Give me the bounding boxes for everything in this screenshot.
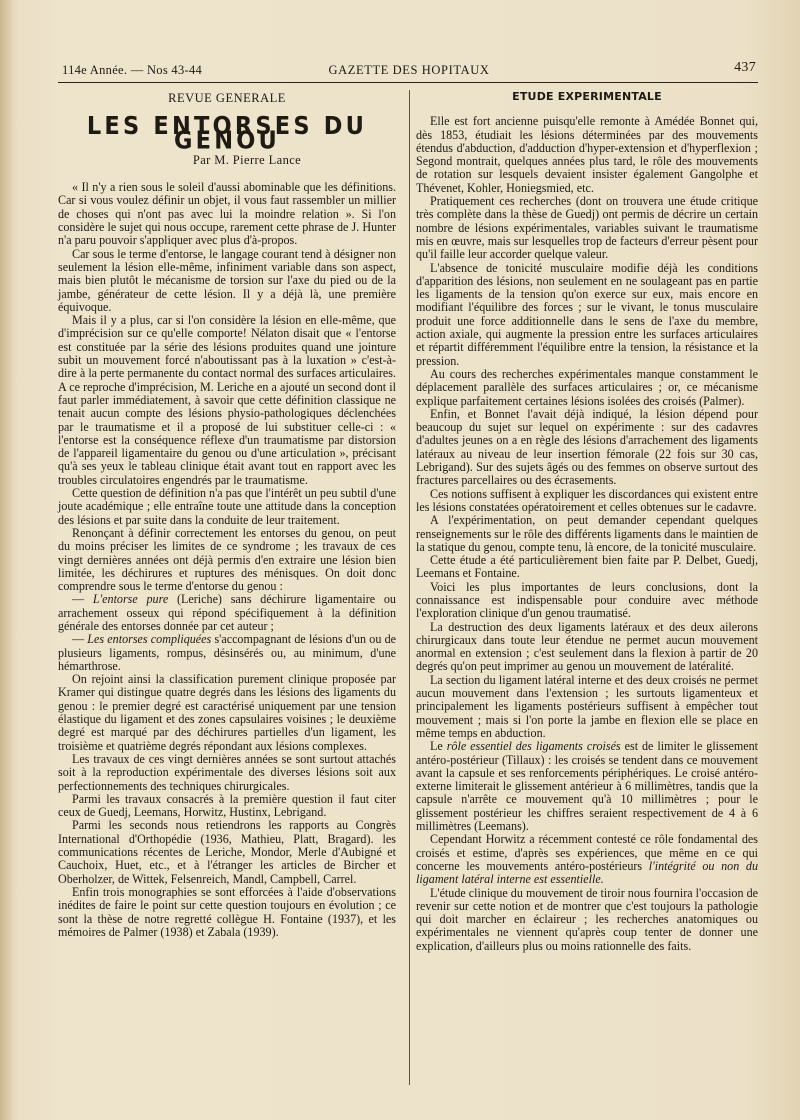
paragraph: Elle est fort ancienne puisqu'elle remonte à Amédée Bonnet qui, dès 1853, étudiait les lésions déterminées par des mouvements étendus d'abduction, d'adduction d'hyper-extension et d'hyperflexion ; Segond montrait, quelques années plus tard, le rôle des mouvements de rotation sur lesquels devaient insister également Gangolphe et Thévenet, Kohler, Honiegsmied, etc. (416, 114, 758, 195)
list-item: — Les entorses compliquées s'accompagnant de lésions d'un ou de plusieurs ligaments, rompus, désinsérés ou, au minimum, d'une hémarthrose. (58, 632, 396, 673)
paragraph: Le rôle essentiel des ligaments croisés est de limiter le glissement antéro-postérieur (Tillaux) : les croisés se tendent dans ce mouvement avant la capsule et ses renforcements périphériques. Le croisé antéro-externe limiterait le glissement antérieur à 6 millimètres, tandis que la capsule n'arrête ce mouvement qu'à 10 millimètres ; pour le glissement postérieur les chiffres seraient respectivement de 4 à 6 millimètres (Leemans). (416, 739, 759, 834)
header-issue: 114e Année. — Nos 43-44 (62, 63, 203, 77)
paragraph: A l'expérimentation, on peut demander cependant quelques renseignements sur le rôle des différents ligaments dans le maintien de la statique du genou, compte tenu, là encore, de la tonicité musculaire. (416, 513, 758, 554)
list-item: — L'entorse pure (Leriche) sans déchirure ligamentaire ou arrachement osseux qui répond spécifiquement à la définition générale des entorses donnée par cet auteur ; (58, 592, 396, 633)
emphasis: l'intégrité ou non du ligament latéral interne est essentielle. (416, 858, 758, 887)
paragraph: Car sous le terme d'entorse, le langage courant tend à désigner non seulement la lésion elle-même, infiniment variable dans son aspect, mais bien plutôt le mécanisme de torsion sur l'axe du pied ou de la jambe, générateur de cette lésion. Il y a déjà là, une première équivoque. (58, 246, 396, 314)
column-divider (409, 90, 410, 1085)
paragraph: Ces notions suffisent à expliquer les discordances qui existent entre les lésions constatées opératoirement et celles obtenues sur le cadavre. (416, 486, 758, 514)
paragraph: La section du ligament latéral interne et des deux croisés ne permet aucun mouvement dans l'extension ; les surtouts ligamenteux et principalement les ligaments postérieurs suffisent à empêcher tout mouvement ; mais si l'on porte la jambe en flexion elle se place en même temps en abduction. (416, 672, 758, 740)
paragraph: Parmi les seconds nous retiendrons les rapports au Congrès International d'Orthopédie (1936, Mathieu, Platt, Bragard). les communications récentes de Leriche, Mondor, Merle d'Aubigné et Cauchoix, Huet, etc., et à l'étranger les articles de Bircher et Oberholzer, de Wittek, Felsenreich, Mandl, Campbell, Carrel. (58, 818, 396, 886)
header-page-number: 437 (734, 60, 756, 75)
paragraph: L'absence de tonicité musculaire modifie déjà les conditions d'apparition des lésions, non seulement en ne soulageant pas en partie les ligaments de la tension qu'on exerce sur eux, mais encore en modifiant l'équilibre des forces ; sur le vivant, le tonus musculaire produit une force additionnelle dans le sens de l'axe du membre, action axiale, qui augmente la pression entre les surfaces articulaires et répartit différemment l'équilibre entre la tension, la résistance et la pression. (416, 260, 758, 368)
paragraph: Voici les plus importantes de leurs conclusions, dont la connaissance est indispensable pour conduire avec méthode l'exploration clinique d'un genou traumatisé. (416, 579, 758, 621)
emphasis: rôle essentiel des ligaments croisés (446, 739, 621, 754)
header-rule (58, 82, 758, 83)
paragraph: Enfin trois monographies se sont efforcées à l'aide d'observations inédites de faire le point sur cette question toujours en évolution ; ce sont la thèse de notre regretté collègue H. Fontaine (1937), et les mémoires de Palmer (1938) et Zabala (1939). (58, 884, 396, 939)
section-title: ETUDE EXPERIMENTALE (512, 90, 662, 103)
paragraph: Cette question de définition n'a pas que l'intérêt un peu subtil d'une joute académique ; elle entraîne toute une attitude dans la conception des lésions et par suite dans la conduite de leur traitement. (58, 486, 396, 527)
running-header (62, 60, 756, 80)
article-title: LES ENTORSES DU GENOU (86, 111, 368, 156)
paragraph: Au cours des recherches expérimentales manque constamment le déplacement parallèle des surfaces articulaires ; or, ce mécanisme explique parfaitement certaines lésions isolées des croisés (Palmer). (416, 366, 758, 408)
emphasis: L'entorse pure (92, 592, 169, 607)
paragraph: « Il n'y a rien sous le soleil d'aussi abominable que les définitions. Car si vous voulez définir un objet, il vous faut rassembler un millier de choses qui n'ont pas avec lui la moindre relation ». Si l'on considère le sujet qui nous occupe, rarement cette phrase de J. Hunter n'a paru pouvoir s'appliquer avec plus d'à-propos. (58, 180, 396, 248)
paragraph: Pratiquement ces recherches (dont on trouvera une étude critique très complète dans la thèse de Guedj) ont permis de décrire un certain nombre de lésions expérimentales, variables suivant le traumatisme mis en œuvre, mais sur lesquelles trop de facteurs d'erreur pèsent pour qu'il faille leur accorder quelque valeur. (416, 194, 758, 262)
paragraph: La destruction des deux ligaments latéraux et des deux ailerons chirurgicaux dans toute leur étendue ne permet aucun mouvement anormal en extension ; c'est seulement dans la flexion à partir de 20 degrés qu'on peut imprimer au genou un mouvement de latéralité. (416, 619, 758, 674)
article-author: Par M. Pierre Lance (192, 152, 302, 167)
paragraph: On rejoint ainsi la classification purement clinique proposée par Kramer qui distingue quatre degrés dans les lésions des ligaments du genou : le premier degré est caractérisé uniquement par une tension élastique du ligament et des zones capsulaires voisines ; le deuxième degré est marqué par des déchirures partielles d'un ligament, les troisième et quatrième degrés répondant aux lésions complexes. (58, 672, 396, 753)
emphasis: Les entorses compliquées (87, 632, 212, 647)
paragraph: Parmi les travaux consacrés à la première question il faut citer ceux de Guedj, Leemans, Horwitz, Hustinx, Lebrigand. (58, 791, 396, 820)
header-journal-title: GAZETTE DES HOPITAUX (328, 63, 490, 77)
paragraph: Mais il y a plus, car si l'on considère la lésion en elle-même, que d'imprécision sur ce qu'elle comporte! Nélaton disait que « l'entorse est constituée par la série des lésions produites quand une jointure subit un mouvement forcé n'aboutissant pas à la luxation » c'est-à-dire à la perte permanente du contact normal des surfaces articulaires. A ce reproche d'imprécision, M. Leriche en a ajouté un second dont il faut parler immédiatement, à savoir que cette définition classique ne tenait aucun compte des lésions physio-pathologiques déclenchées par le traumatisme et il a proposé de lui substituer celle-ci : « l'entorse est la conséquence réflexe d'un traumatisme par distorsion de l'appareil ligamentaire du genou ou d'une articulation », précisant qu'à ses yeux le tableau clinique était avant tout en rapport avec les troubles circulatoires engendrés par le traumatisme. (58, 313, 396, 487)
paragraph: Les travaux de ces vingt dernières années se sont surtout attachés soit à la reproduction expérimentale des diverses lésions soit aux perfectionnements des techniques chirurgicales. (58, 751, 396, 793)
paragraph: Cependant Horwitz a récemment contesté ce rôle fondamental des croisés et estime, d'après ses expériences, que même en ce qui concerne les mouvements antéro-postérieurs l'intégrité ou non du ligament latéral interne est essentielle. (416, 832, 758, 887)
page-edge-shadow (0, 0, 14, 1120)
rubric: REVUE GENERALE (168, 91, 286, 105)
paragraph: Enfin, et Bonnet l'avait déjà indiqué, la lésion dépend pour beaucoup du sujet sur lequel on expérimente : sur des cadavres d'adultes jeunes on a en règle des lésions d'arrachement des ligaments latéraux au niveau de leur insertion fémorale (22 fois sur 30 cas, Lebrigand). Sur des sujets âgés ou des femmes on observe surtout des fractures parcellaires ou des écrasements. (416, 406, 758, 488)
paragraph: L'étude clinique du mouvement de tiroir nous fournira l'occasion de revenir sur cette notion et de montrer que c'est toujours la pathologie qui doit marcher en éclaireur ; les recherches anatomiques ou expérimentales ne viennent qu'après coup tenter de donner une explication, d'ailleurs plus ou moins rationnelle des faits. (416, 885, 758, 953)
paragraph: Cette étude a été particulièrement bien faite par P. Delbet, Guedj, Leemans et Fontaine. (416, 553, 758, 581)
left-column (58, 90, 396, 939)
right-column (416, 90, 758, 953)
paragraph: Renonçant à définir correctement les entorses du genou, on peut du moins préciser les limites de ce syndrome ; les travaux de ces vingt dernières années ont déjà permis d'en extraire une lésion bien limitée, les déchirures et ruptures des ménisques. On doit donc comprendre sous le terme d'entorse du genou : (58, 525, 396, 594)
